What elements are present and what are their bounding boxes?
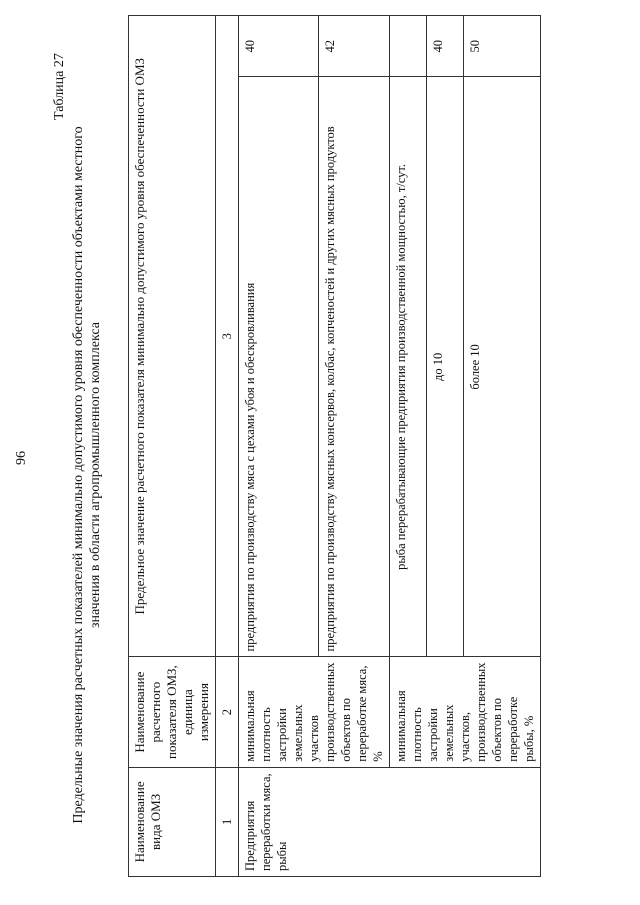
table-row [390,16,427,877]
fish-row-value: 50 [464,16,541,77]
header-row [129,16,216,877]
page-number: 96 [14,451,29,465]
fish-header: рыба перерабатывающие предприятия производственной мощностью, т/сут. [390,77,427,657]
fish-header-value [390,16,427,77]
index-row [216,16,239,877]
fish-row-value: 40 [427,16,464,77]
index-1: 1 [216,767,239,876]
meat-indicator: минимальная плотность застройки земельных участков производственных объектов по переработке мяса, % [239,657,390,767]
header-indicator: Наименование расчетного показателя ОМЗ, единица измерения [129,657,216,767]
fish-indicator: минимальная плотность застройки земельных участков, производственных объектов по переработке рыбы, % [390,657,541,767]
meat-row-label: предприятия по производству мяса с цехами убоя и обескровливания [239,77,319,657]
header-type: Наименование вида ОМЗ [129,767,216,876]
fish-row-label: более 10 [464,77,541,657]
meat-row-value: 40 [239,16,319,77]
table-label: Таблица 27 [52,53,67,120]
index-3: 3 [216,16,239,657]
header-value: Предельное значение расчетного показателя минимально допустимого уровня обеспеченности ОМЗ [129,16,216,657]
data-table [128,15,541,877]
title-line-2: значения в области агропромышленного комплекса [88,322,103,628]
type-name: Предприятия переработки мяса, рыбы [239,767,541,876]
table-title [70,125,104,825]
meat-row-label: предприятия по производству мясных консервов, колбас, копченостей и других мясных продуктов [319,77,390,657]
fish-row-label: до 10 [427,77,464,657]
title-line-1: Предельные значения расчетных показателей минимально допустимого уровня обеспеченности объектами местного [71,126,86,824]
meat-row-value: 42 [319,16,390,77]
table-row [239,16,319,877]
index-2: 2 [216,657,239,767]
